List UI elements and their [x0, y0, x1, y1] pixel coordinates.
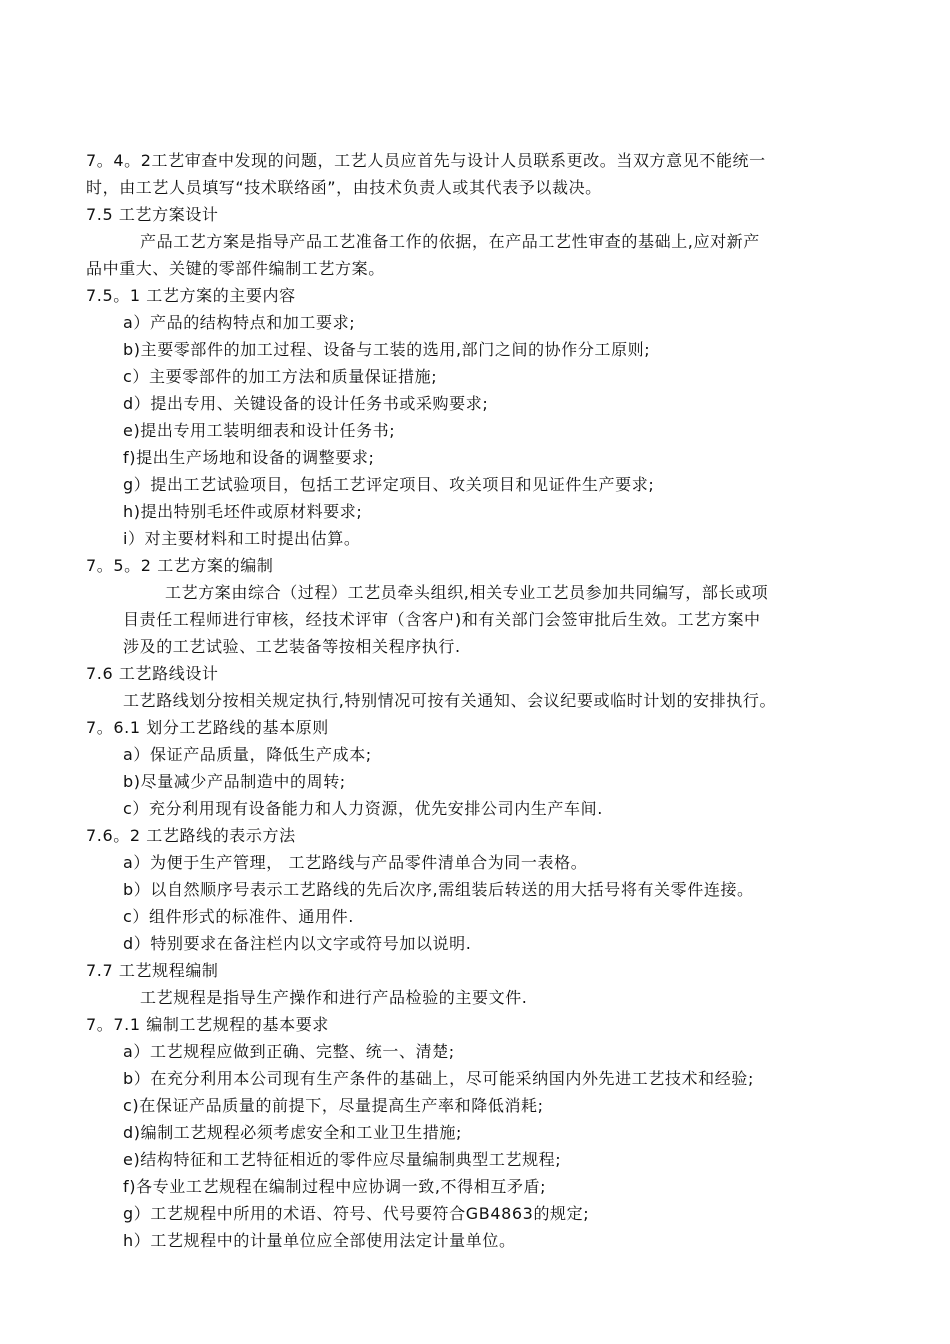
subsection-heading: 7.6。2 工艺路线的表示方法	[86, 826, 296, 845]
subsection-heading: 7。7.1 编制工艺规程的基本要求	[86, 1015, 329, 1034]
list-item: a）保证产品质量，降低生产成本;	[123, 745, 372, 764]
paragraph-line: 工艺路线划分按相关规定执行,特别情况可按有关通知、会议纪要或临时计划的安排执行。	[123, 691, 777, 710]
list-item: b）以自然顺序号表示工艺路线的先后次序,需组装后转送的用大括号将有关零件连接。	[123, 880, 754, 899]
section-heading: 7.5 工艺方案设计	[86, 205, 219, 224]
list-item: g）工艺规程中所用的术语、符号、代号要符合GB4863的规定;	[123, 1204, 590, 1223]
list-item: e)提出专用工装明细表和设计任务书;	[123, 421, 396, 440]
paragraph-line: 工艺方案由综合（过程）工艺员牵头组织,相关专业工艺员参加共同编写，部长或项	[165, 583, 769, 602]
paragraph-line: 工艺规程是指导生产操作和进行产品检验的主要文件.	[140, 988, 528, 1007]
list-item: e)结构特征和工艺特征相近的零件应尽量编制典型工艺规程;	[123, 1150, 562, 1169]
list-item: c）组件形式的标准件、通用件.	[123, 907, 354, 926]
list-item: a）为便于生产管理， 工艺路线与产品零件清单合为同一表格。	[123, 853, 588, 872]
list-item: d）提出专用、关键设备的设计任务书或采购要求;	[123, 394, 489, 413]
list-item: h)提出特别毛坯件或原材料要求;	[123, 502, 363, 521]
list-item: f)各专业工艺规程在编制过程中应协调一致,不得相互矛盾;	[123, 1177, 547, 1196]
list-item: b)主要零部件的加工过程、设备与工装的选用,部门之间的协作分工原则;	[123, 340, 651, 359]
list-item: a）工艺规程应做到正确、完整、统一、清楚;	[123, 1042, 455, 1061]
paragraph-line: 目责任工程师进行审核，经技术评审（含客户)和有关部门会签审批后生效。工艺方案中	[123, 610, 761, 629]
list-item: h）工艺规程中的计量单位应全部使用法定计量单位。	[123, 1231, 516, 1250]
list-item: b)尽量减少产品制造中的周转;	[123, 772, 346, 791]
subsection-heading: 7。6.1 划分工艺路线的基本原则	[86, 718, 329, 737]
list-item: c)在保证产品质量的前提下，尽量提高生产率和降低消耗;	[123, 1096, 544, 1115]
list-item: f)提出生产场地和设备的调整要求;	[123, 448, 375, 467]
list-item: i）对主要材料和工时提出估算。	[123, 529, 361, 548]
section-heading: 7.6 工艺路线设计	[86, 664, 219, 683]
list-item: c）充分利用现有设备能力和人力资源，优先安排公司内生产车间.	[123, 799, 603, 818]
list-item: c）主要零部件的加工方法和质量保证措施;	[123, 367, 438, 386]
paragraph-line: 品中重大、关键的零部件编制工艺方案。	[86, 259, 385, 278]
subsection-heading: 7.5。1 工艺方案的主要内容	[86, 286, 296, 305]
list-item: a）产品的结构特点和加工要求;	[123, 313, 356, 332]
paragraph-line: 时，由工艺人员填写“技术联络函”，由技术负责人或其代表予以裁决。	[86, 178, 602, 197]
list-item: b）在充分利用本公司现有生产条件的基础上，尽可能采纳国内外先进工艺技术和经验;	[123, 1069, 754, 1088]
list-item: d）特别要求在备注栏内以文字或符号加以说明.	[123, 934, 472, 953]
paragraph-line: 涉及的工艺试验、工艺装备等按相关程序执行.	[123, 637, 461, 656]
paragraph-line: 产品工艺方案是指导产品工艺准备工作的依据，在产品工艺性审查的基础上,应对新产	[140, 232, 760, 251]
paragraph-line: 7。4。2工艺审查中发现的问题，工艺人员应首先与设计人员联系更改。当双方意见不能统一	[86, 151, 766, 170]
section-heading: 7.7 工艺规程编制	[86, 961, 219, 980]
list-item: g）提出工艺试验项目，包括工艺评定项目、攻关项目和见证件生产要求;	[123, 475, 655, 494]
list-item: d)编制工艺规程必须考虑安全和工业卫生措施;	[123, 1123, 462, 1142]
subsection-heading: 7。5。2 工艺方案的编制	[86, 556, 274, 575]
